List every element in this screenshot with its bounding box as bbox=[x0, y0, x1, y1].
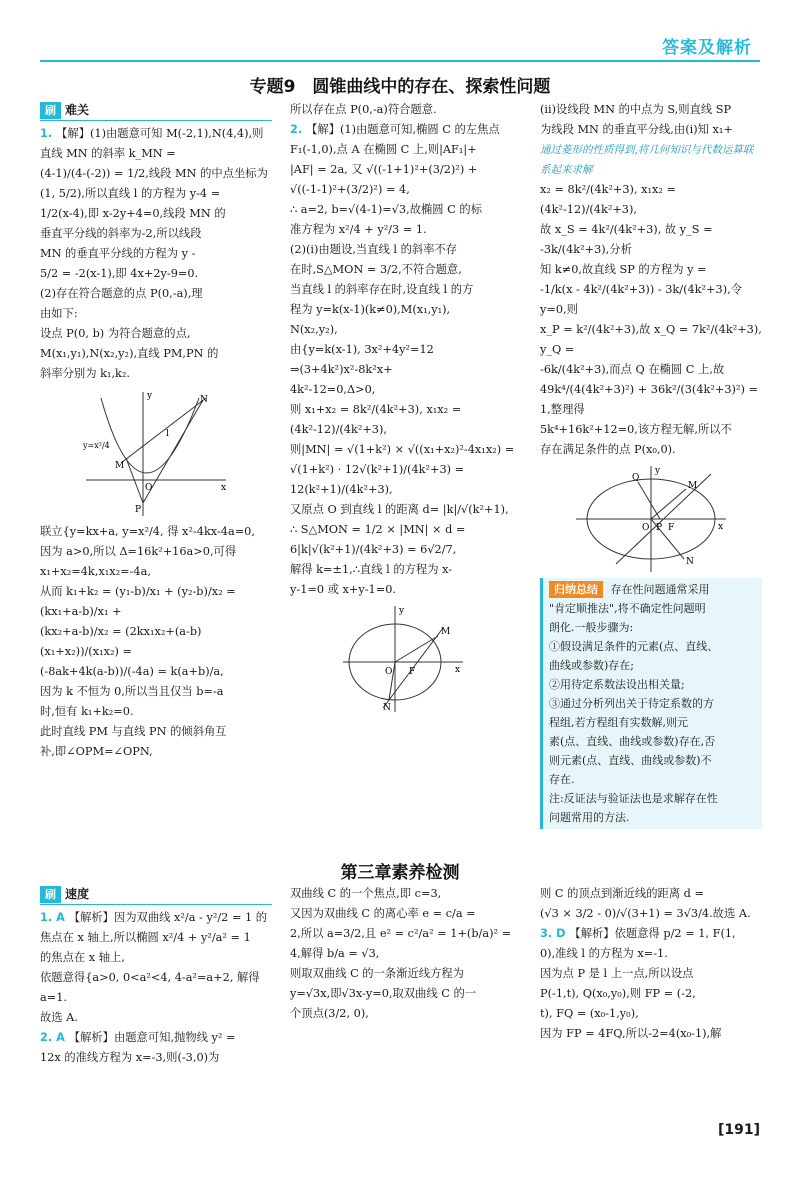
fig3-label-q: Q bbox=[632, 473, 640, 483]
text-line bbox=[290, 220, 515, 240]
line-text: 从而 k₁+k₂ = (y₁-b)/x₁ + (y₂-b)/x₂ = (kx₁+a-b)/x₁ + bbox=[40, 585, 240, 618]
text-line bbox=[540, 320, 766, 360]
text-line bbox=[40, 722, 272, 742]
line-text: 解得 k=±1,∴直线 l 的方程为 x- bbox=[290, 563, 453, 576]
text-line bbox=[540, 944, 762, 964]
column-1 bbox=[40, 100, 272, 762]
fig3-label-x: x bbox=[718, 522, 724, 532]
section-2-column-1 bbox=[40, 884, 272, 1068]
line-text: (2)(i)由题设,当直线 l 的斜率不存 bbox=[290, 243, 458, 256]
text-line bbox=[40, 948, 272, 968]
text-line bbox=[290, 200, 515, 220]
line-text: 因为 a>0,所以 Δ=16k²+16a>0,可得 bbox=[40, 545, 237, 558]
text-line bbox=[40, 164, 272, 184]
text-line bbox=[40, 364, 272, 384]
fig2-label-f: F bbox=[408, 667, 415, 677]
line-text: 故选 A. bbox=[40, 1011, 78, 1024]
item-number: 1. bbox=[40, 127, 57, 140]
text-line bbox=[40, 522, 272, 542]
fig3-label-o: O bbox=[642, 523, 650, 533]
line-text: 斜率分别为 k₁,k₂. bbox=[40, 367, 131, 380]
line-text: 个顶点(3/2, 0), bbox=[290, 1007, 369, 1020]
summary-line: 程组,若方程组有实数解,则元 bbox=[549, 716, 688, 729]
text-line bbox=[290, 340, 515, 380]
summary-text bbox=[549, 583, 756, 827]
section-2-tag-label: 速度 bbox=[65, 887, 90, 901]
summary-box bbox=[540, 578, 762, 829]
text-line bbox=[540, 924, 762, 944]
text-line bbox=[540, 120, 762, 140]
segment-om bbox=[395, 636, 438, 662]
line-text: (-8ak+4k(a-b))/(-4a) = k(a+b)/a, bbox=[40, 665, 224, 678]
fig2-label-o: O bbox=[384, 667, 392, 677]
summary-tag: 归纳总结 bbox=[549, 581, 603, 598]
line-text: 1/2(x-4),即 x-2y+4=0,线段 MN 的 bbox=[40, 207, 226, 220]
fig3-label-f: F bbox=[668, 523, 675, 533]
line-text: 垂直平分线的斜率为-2,所以线段 bbox=[40, 227, 202, 240]
text-line bbox=[290, 500, 515, 520]
fig1-label-n: N bbox=[200, 395, 208, 405]
line-text: ∴ a=2, b=√(4-1)=√3,故椭圆 C 的标 bbox=[290, 203, 483, 216]
summary-line: 问题常用的方法. bbox=[549, 811, 630, 824]
line-text: 则 C 的顶点到渐近线的距离 d = bbox=[540, 887, 704, 900]
text-line bbox=[290, 140, 515, 160]
line-text: 【解】(1)由题意可知 M(-2,1),N(4,4),则直线 MN 的斜率 k_MN = bbox=[40, 127, 264, 160]
fig1-label-m: M bbox=[115, 461, 125, 471]
text-line bbox=[540, 904, 762, 924]
ellipse-figure-2 bbox=[576, 464, 726, 574]
line-text: y-1=0 或 x+y-1=0. bbox=[290, 583, 396, 596]
fig1-label-x: x bbox=[221, 483, 227, 493]
fig1-label-l: l bbox=[166, 429, 169, 439]
line-text: 程为 y=k(x-1)(k≠0),M(x₁,y₁), bbox=[290, 303, 451, 316]
text-line bbox=[290, 924, 515, 944]
section-2-tag: 刷 bbox=[40, 886, 61, 903]
line-text: 为线段 MN 的垂直平分线,由(i)知 x₁+ bbox=[540, 123, 733, 136]
text-line bbox=[40, 1048, 272, 1068]
line-l bbox=[121, 398, 206, 463]
fig2-label-n: N bbox=[382, 703, 391, 713]
line-text: 【解】(1)由题意可知,椭圆 C 的左焦点 bbox=[306, 123, 500, 136]
summary-line: 注:反证法与验证法也是求解存在性 bbox=[549, 792, 718, 805]
text-line bbox=[40, 184, 272, 204]
solution-2-text bbox=[290, 100, 515, 600]
margin-note: 通过菱形的性质得到,将几何知识与代数运算联系起来求解 bbox=[540, 144, 754, 176]
line-text: (ii)设线段 MN 的中点为 S,则直线 SP bbox=[540, 103, 732, 116]
line-text: 因为 FP = 4FQ,所以-2=4(x₀-1),解 bbox=[540, 1027, 722, 1040]
text-line bbox=[40, 582, 272, 622]
line-text: (kx₂+a-b)/x₂ = (2kx₁x₂+(a-b)(x₁+x₂))/(x₁x₂) = bbox=[40, 625, 202, 658]
line-text: 因为点 P 是 l 上一点,所以设点 bbox=[540, 967, 694, 980]
section-2-tag-bar bbox=[40, 884, 272, 905]
text-line bbox=[540, 1024, 762, 1044]
text-line bbox=[540, 140, 762, 180]
section-2-column-2 bbox=[290, 884, 515, 1024]
text-line bbox=[290, 560, 515, 580]
line-text: 补,即∠OPM=∠OPN, bbox=[40, 745, 153, 758]
line-text: 的焦点在 x 轴上, bbox=[40, 951, 125, 964]
text-line bbox=[40, 662, 272, 682]
text-line bbox=[290, 1004, 515, 1024]
line-text: t), FQ = (x₀-1,y₀), bbox=[540, 1007, 639, 1020]
line-text: 4k²-12=0,Δ>0, bbox=[290, 383, 376, 396]
fig3-label-p: P bbox=[656, 523, 663, 533]
solution-2-part-ii bbox=[540, 100, 766, 460]
text-line bbox=[40, 204, 272, 224]
text-line bbox=[40, 264, 272, 284]
column-3 bbox=[540, 100, 766, 829]
summary-line: 素(点、直线、曲线或参数)存在,否 bbox=[549, 735, 716, 748]
line-text: 所以存在点 P(0,-a)符合题意. bbox=[290, 103, 437, 116]
line-text: √(1+k²) · 12√(k²+1)/(4k²+3) = 12(k²+1)/(4k²+3), bbox=[290, 463, 468, 496]
section-tag-bar bbox=[40, 100, 272, 121]
line-text: 【解析】由题意可知,抛物线 y² = bbox=[68, 1031, 236, 1044]
text-line bbox=[290, 580, 515, 600]
column-2 bbox=[290, 100, 515, 718]
line-text: M(x₁,y₁),N(x₂,y₂),直线 PM,PN 的 bbox=[40, 347, 219, 360]
line-text: 12x 的准线方程为 x=-3,则(-3,0)为 bbox=[40, 1051, 220, 1064]
solution-1-text bbox=[40, 124, 272, 384]
text-line bbox=[290, 120, 515, 140]
item-number: 1. A bbox=[40, 911, 69, 924]
segment-pq bbox=[638, 482, 660, 519]
line-text: P(-1,t), Q(x₀,y₀),则 FP = (-2, bbox=[540, 987, 696, 1000]
text-line bbox=[290, 440, 515, 460]
text-line bbox=[290, 240, 515, 260]
line-text: 存在满足条件的点 P(x₀,0). bbox=[540, 443, 676, 456]
text-line bbox=[40, 928, 272, 948]
line-text: F₁(-1,0),点 A 在椭圆 C 上,则|AF₁|+ bbox=[290, 143, 477, 156]
header-divider bbox=[40, 60, 760, 62]
text-line bbox=[540, 100, 762, 120]
summary-line: ③通过分析列出关于待定系数的方 bbox=[549, 697, 714, 710]
line-text: 设点 P(0, b) 为符合题意的点, bbox=[40, 327, 191, 340]
line-text: 又原点 O 到直线 l 的距离 d= |k|/√(k²+1), bbox=[290, 503, 509, 516]
text-line bbox=[540, 984, 762, 1004]
fig1-label-p: P bbox=[135, 505, 142, 515]
summary-line: 朗化.一般步骤为: bbox=[549, 621, 634, 634]
text-line bbox=[540, 964, 762, 984]
fig1-label-o: O bbox=[145, 483, 153, 493]
line-text: (2)存在符合题意的点 P(0,-a),理 bbox=[40, 287, 203, 300]
item-number: 2. bbox=[290, 123, 307, 136]
item-number: 3. D bbox=[540, 927, 570, 940]
line-text: 故 x_S = 4k²/(4k²+3), 故 y_S = -3k/(4k²+3),分析 bbox=[540, 223, 717, 256]
text-line bbox=[40, 344, 272, 364]
text-line bbox=[40, 908, 272, 928]
text-line bbox=[290, 884, 515, 904]
text-line bbox=[290, 260, 515, 280]
line-text: 由如下: bbox=[40, 307, 78, 320]
text-line bbox=[40, 244, 272, 264]
line-text: 【解析】因为双曲线 x²/a - y²/2 = 1 的 bbox=[68, 911, 268, 924]
header-bar bbox=[0, 0, 800, 60]
text-line bbox=[540, 260, 762, 280]
line-text: (√3 × 3/2 - 0)/√(3+1) = 3√3/4.故选 A. bbox=[540, 907, 751, 920]
line-text: 0),准线 l 的方程为 x=-1. bbox=[540, 947, 668, 960]
line-text: (4-1)/(4-(-2)) = 1/2,线段 MN 的中点坐标为 bbox=[40, 167, 268, 180]
text-line bbox=[40, 124, 272, 164]
ellipse-figure-1 bbox=[343, 604, 463, 714]
text-line bbox=[290, 964, 515, 984]
text-line bbox=[40, 1028, 272, 1048]
line-text: N(x₂,y₂), bbox=[290, 323, 338, 336]
line-text: ∴ S△MON = 1/2 × |MN| × d = bbox=[290, 523, 466, 536]
section-title: 专题9 圆锥曲线中的存在、探索性问题 bbox=[249, 77, 551, 97]
line-text: 则取双曲线 C 的一条渐近线方程为 bbox=[290, 967, 464, 980]
text-line bbox=[290, 904, 515, 924]
text-line bbox=[290, 460, 515, 500]
text-line bbox=[290, 520, 515, 540]
line-text: 在时,S△MON = 3/2,不符合题意, bbox=[290, 263, 462, 276]
line-text: 6|k|√(k²+1)/(4k²+3) = 6√2/7, bbox=[290, 543, 457, 556]
header-label: 答案及解析 bbox=[662, 38, 752, 58]
answer-2-continued bbox=[290, 884, 515, 1024]
text-line bbox=[540, 420, 762, 440]
text-line bbox=[40, 562, 272, 582]
text-line bbox=[40, 224, 272, 244]
summary-line: 则元素(点、直线、曲线或参数)不 bbox=[549, 754, 712, 767]
line-text: -6k/(4k²+3),而点 Q 在椭圆 C 上,故 bbox=[540, 363, 725, 376]
text-line bbox=[290, 280, 515, 300]
summary-line: ①假设满足条件的元素(点、直线、 bbox=[549, 640, 719, 653]
line-text: 知 k≠0,故直线 SP 的方程为 y = bbox=[540, 263, 707, 276]
line-text: -1/k(x - 4k²/(4k²+3)) - 3k/(4k²+3),令 y=0,则 bbox=[540, 283, 746, 316]
text-line bbox=[40, 1008, 272, 1028]
section-tag-label: 难关 bbox=[65, 103, 90, 117]
summary-line: 存在. bbox=[549, 773, 575, 786]
item-number: 2. A bbox=[40, 1031, 69, 1044]
text-line bbox=[290, 300, 515, 320]
text-line bbox=[290, 944, 515, 964]
line-text: 4,解得 b/a = √3, bbox=[290, 947, 380, 960]
text-line bbox=[40, 324, 272, 344]
answer-3-text bbox=[540, 884, 762, 1044]
parabola-figure bbox=[81, 388, 231, 518]
summary-line: "肯定顺推法",将不确定性问题明 bbox=[549, 602, 706, 615]
fig3-label-m: M bbox=[688, 481, 698, 491]
line-text: 时,恒有 k₁+k₂=0. bbox=[40, 705, 134, 718]
line-text: x₂ = 8k²/(4k²+3), x₁x₂ = (4k²-12)/(4k²+3), bbox=[540, 183, 680, 216]
text-line bbox=[540, 380, 762, 420]
fig2-label-x: x bbox=[454, 665, 460, 675]
text-line bbox=[40, 542, 272, 562]
line-text: 双曲线 C 的一个焦点,即 c=3, bbox=[290, 887, 442, 900]
text-line bbox=[40, 968, 272, 1008]
text-line bbox=[540, 280, 762, 320]
line-text: 准方程为 x²/4 + y²/3 = 1. bbox=[290, 223, 427, 236]
line-text: 联立{y=kx+a, y=x²/4, 得 x²-4kx-4a=0, bbox=[40, 525, 255, 538]
page-number-value: 191 bbox=[724, 1122, 754, 1138]
text-line bbox=[40, 682, 272, 702]
line-text: 因为 k 不恒为 0,所以当且仅当 b=-a bbox=[40, 685, 224, 698]
fig2-label-m: M bbox=[440, 627, 450, 637]
text-line bbox=[540, 220, 762, 260]
text-line bbox=[290, 180, 515, 200]
summary-line: 存在性问题通常采用 bbox=[610, 583, 710, 596]
line-text: |AF| = 2a, 又 √((-1+1)²+(3/2)²) + bbox=[290, 163, 478, 176]
line-text: x_P = k²/(4k²+3),故 x_Q = 7k²/(4k²+3), y_Q = bbox=[540, 323, 766, 356]
fig1-curve-label: y=x²/4 bbox=[83, 441, 110, 450]
line-text: y=√3x,即√3x-y=0,取双曲线 C 的一 bbox=[290, 987, 477, 1000]
text-line bbox=[290, 320, 515, 340]
text-line bbox=[290, 100, 515, 120]
line-text: 5k⁴+16k²+12=0,该方程无解,所以不 bbox=[540, 423, 732, 436]
text-line bbox=[290, 540, 515, 560]
text-line bbox=[540, 884, 762, 904]
line-text: x₁+x₂=4k,x₁x₂=-4a, bbox=[40, 565, 151, 578]
text-line bbox=[540, 440, 762, 460]
summary-line: 曲线或参数)存在; bbox=[549, 659, 634, 672]
answer-1-2-text bbox=[40, 908, 272, 1068]
line-text: 由{y=k(x-1), 3x²+4y²=12 ⇒(3+4k²)x²-8k²x+ bbox=[290, 343, 438, 376]
text-line bbox=[40, 622, 272, 662]
line-text: 49k⁴/(4(4k²+3)²) + 36k²/(3(4k²+3)²) = 1,整理得 bbox=[540, 383, 762, 416]
line-text: 焦点在 x 轴上,所以椭圆 x²/4 + y²/a² = 1 bbox=[40, 931, 251, 944]
section-2-title: 第三章素养检测 bbox=[340, 863, 460, 883]
fig3-label-n: N bbox=[686, 557, 694, 567]
text-line bbox=[540, 1004, 762, 1024]
line-text: MN 的垂直平分线的方程为 y - bbox=[40, 247, 196, 260]
line-text: √((-1-1)²+(3/2)²) = 4, bbox=[290, 183, 410, 196]
fig1-label-y: y bbox=[147, 391, 153, 401]
section-2-column-3 bbox=[540, 884, 762, 1044]
line-text: 2,所以 a=3/2,且 e² = c²/a² = 1+(b/a)² = bbox=[290, 927, 512, 940]
page-number: [191] bbox=[717, 1122, 760, 1138]
text-line bbox=[290, 984, 515, 1004]
text-line bbox=[290, 400, 515, 440]
line-text: 则 x₁+x₂ = 8k²/(4k²+3), x₁x₂ = (4k²-12)/(4k²+3), bbox=[290, 403, 465, 436]
line-text: 【解析】依题意得 p/2 = 1, F(1, bbox=[569, 927, 736, 940]
line-text: 又因为双曲线 C 的离心率 e = c/a = bbox=[290, 907, 476, 920]
line-text: 依题意得{a>0, 0<a²<4, 4-a²=a+2, 解得 a=1. bbox=[40, 971, 264, 1004]
solution-1-continued bbox=[40, 522, 272, 762]
line-text: 当直线 l 的斜率存在时,设直线 l 的方 bbox=[290, 283, 474, 296]
text-line bbox=[290, 160, 515, 180]
line-text: (1, 5/2),所以直线 l 的方程为 y-4 = bbox=[40, 187, 221, 200]
fig3-label-y: y bbox=[655, 466, 661, 476]
summary-line: ②用待定系数法设出相关量; bbox=[549, 678, 685, 691]
section-tag: 刷 bbox=[40, 102, 61, 119]
line-text: 则|MN| = √(1+k²) × √((x₁+x₂)²-4x₁x₂) = bbox=[290, 443, 515, 456]
text-line bbox=[40, 304, 272, 324]
fig2-label-y: y bbox=[398, 606, 404, 616]
text-line bbox=[40, 284, 272, 304]
text-line bbox=[540, 360, 762, 380]
text-line bbox=[40, 702, 272, 722]
text-line bbox=[290, 380, 515, 400]
line-text: 此时直线 PM 与直线 PN 的倾斜角互 bbox=[40, 725, 227, 738]
text-line bbox=[40, 742, 272, 762]
text-line bbox=[540, 180, 762, 220]
line-text: 5/2 = -2(x-1),即 4x+2y-9=0. bbox=[40, 267, 199, 280]
